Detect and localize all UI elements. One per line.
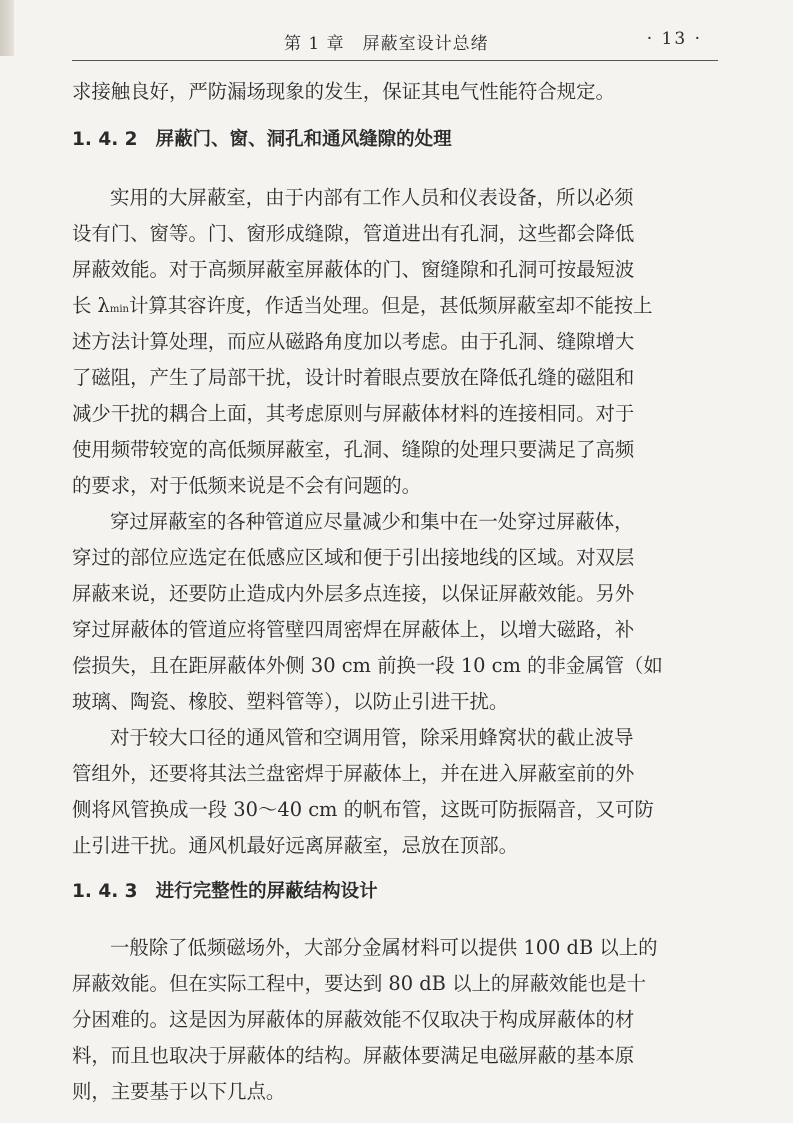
text-line: 分困难的。这是因为屏蔽体的屏蔽效能不仅取决于构成屏蔽体的材 bbox=[72, 1008, 635, 1031]
text-line: 屏蔽效能。对于高频屏蔽室屏蔽体的门、窗缝隙和孔洞可按最短波 bbox=[72, 258, 635, 281]
text-line: 的要求，对于低频来说是不会有问题的。 bbox=[72, 474, 422, 497]
text-line: 实用的大屏蔽室，由于内部有工作人员和仪表设备，所以必须 bbox=[110, 186, 634, 209]
lambda-subscript: min bbox=[109, 304, 129, 315]
section-heading-1-4-3 bbox=[72, 874, 717, 910]
text-line: 管组外，还要将其法兰盘密焊于屏蔽体上，并在进入屏蔽室前的外 bbox=[72, 762, 635, 785]
section-number: 1. 4. 2 bbox=[72, 129, 138, 150]
text-line: 偿损失，且在距屏蔽体外侧 30 cm 前换一段 10 cm 的非金属管（如 bbox=[72, 654, 663, 677]
text-line: 使用频带较宽的高低频屏蔽室，孔洞、缝隙的处理只要满足了高频 bbox=[72, 438, 635, 461]
text-line: 玻璃、陶瓷、橡胶、塑料管等），以防止引进干扰。 bbox=[72, 690, 509, 713]
page-edge-mark bbox=[0, 0, 14, 56]
section-heading-1-4-2 bbox=[72, 122, 717, 158]
text-line: 止引进干扰。通风机最好远离屏蔽室，忌放在顶部。 bbox=[72, 834, 518, 857]
section-title: 屏蔽门、窗、洞孔和通风缝隙的处理 bbox=[155, 129, 452, 150]
lambda-symbol: 长 λ bbox=[72, 294, 110, 317]
text-line: 减少干扰的耦合上面，其考虑原则与屏蔽体材料的连接相同。对于 bbox=[72, 402, 635, 425]
running-header bbox=[72, 26, 718, 61]
text-line: 一般除了低频磁场外，大部分金属材料可以提供 100 dB 以上的 bbox=[110, 936, 658, 959]
chapter-title: 第 1 章 屏蔽室设计总绪 bbox=[284, 34, 489, 54]
text-line: 屏蔽效能。但在实际工程中，要达到 80 dB 以上的屏蔽效能也是十 bbox=[72, 972, 646, 995]
text-line bbox=[72, 288, 717, 324]
section-number: 1. 4. 3 bbox=[72, 881, 138, 902]
text-line: 则，主要基于以下几点。 bbox=[72, 1080, 286, 1103]
text-line-rest: 计算其容许度，作适当处理。但是，甚低频屏蔽室却不能按上 bbox=[128, 294, 653, 317]
text-line: 设有门、窗等。门、窗形成缝隙，管道进出有孔洞，这些都会降低 bbox=[72, 222, 635, 245]
text-line: 料，而且也取决于屏蔽体的结构。屏蔽体要满足电磁屏蔽的基本原 bbox=[72, 1044, 635, 1067]
text-line: 穿过的部位应选定在低感应区域和便于引出接地线的区域。对双层 bbox=[72, 546, 635, 569]
page-body bbox=[72, 74, 717, 1110]
page-number: · 13 · bbox=[646, 29, 702, 49]
text-line: 求接触良好，严防漏场现象的发生，保证其电气性能符合规定。 bbox=[72, 80, 615, 103]
text-line: 穿过屏蔽室的各种管道应尽量减少和集中在一处穿过屏蔽体， bbox=[110, 510, 634, 533]
text-line: 对于较大口径的通风管和空调用管，除采用蜂窝状的截止波导 bbox=[110, 726, 634, 749]
section-title: 进行完整性的屏蔽结构设计 bbox=[155, 881, 378, 902]
text-line: 述方法计算处理，而应从磁路角度加以考虑。由于孔洞、缝隙增大 bbox=[72, 330, 635, 353]
text-line: 穿过屏蔽体的管道应将管壁四周密焊在屏蔽体上，以增大磁路，补 bbox=[72, 618, 635, 641]
text-line: 了磁阻，产生了局部干扰，设计时着眼点要放在降低孔缝的磁阻和 bbox=[72, 366, 635, 389]
text-line: 侧将风管换成一段 30～40 cm 的帆布管，这既可防振隔音，又可防 bbox=[72, 798, 654, 821]
text-line: 屏蔽来说，还要防止造成内外层多点连接，以保证屏蔽效能。另外 bbox=[72, 582, 635, 605]
